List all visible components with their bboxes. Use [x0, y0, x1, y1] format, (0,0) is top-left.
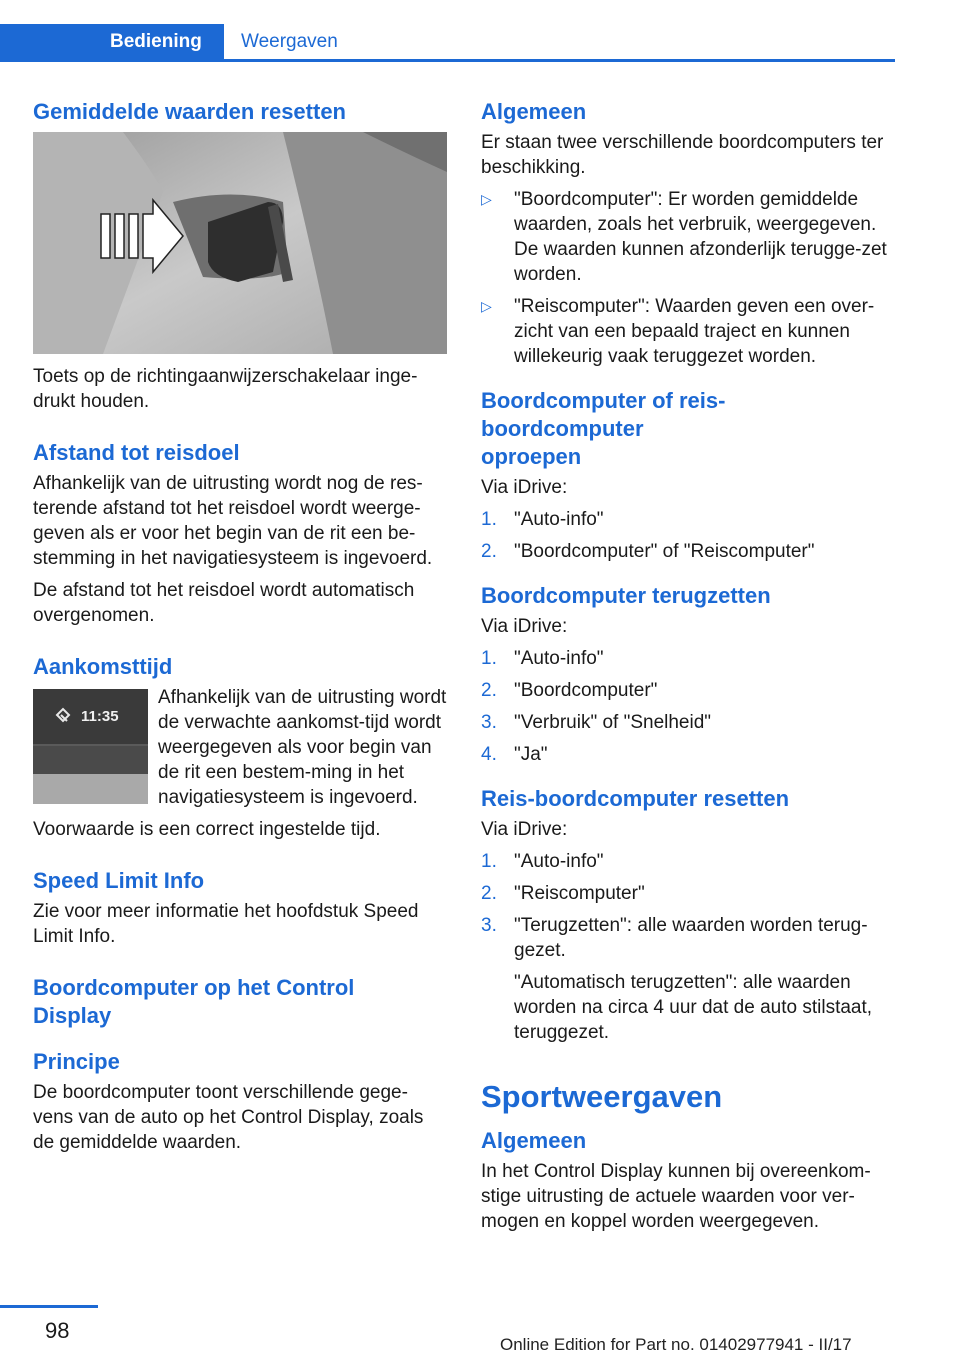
header-tabbar: [0, 24, 895, 62]
left-column: [33, 98, 447, 1162]
list-item: ▷ "Boordcomputer": Er worden gemiddelde waarden, zoals het verbruik, weergegeven. De waarden kunnen afzonderlijk terugge-zet worden.: [481, 189, 887, 285]
heading-general: Algemeen: [481, 99, 587, 124]
arrival-clock: 11:35: [81, 708, 119, 725]
turn-signal-stalk-photo: [33, 132, 447, 354]
reset-trip-steps: [481, 849, 895, 1045]
via-idrive: Via iDrive:: [481, 477, 568, 498]
list-item: 3. "Verbruik" of "Snelheid": [481, 712, 712, 733]
page-number: 98: [45, 1318, 70, 1343]
heading-reset-averages: Gemiddelde waarden resetten: [33, 99, 346, 124]
heading-distance: Afstand tot reisdoel: [33, 440, 240, 465]
right-column: [481, 98, 895, 1241]
tab-bediening[interactable]: Bediening: [0, 24, 224, 59]
list-item: 2. "Boordcomputer" of "Reiscomputer": [481, 541, 815, 562]
heading-arrival: Aankomsttijd: [33, 654, 173, 679]
heading-call-computer: Boordcomputer of reis-boordcomputer oproepen: [481, 388, 726, 469]
distance-text-1: Afhankelijk van de uitrusting wordt nog de res-terende afstand tot het reisdoel wordt weerge-geven als er voor het begin van de rit een be-stemming in het navigatiesysteem is ingevoerd.: [33, 473, 433, 569]
heading-sport-displays: Sportweergaven: [481, 1079, 723, 1114]
list-item: 2. "Boordcomputer": [481, 680, 658, 701]
triangle-bullet-icon: ▷: [481, 298, 492, 314]
call-steps-list: [481, 507, 895, 564]
distance-text-2: De afstand tot het reisdoel wordt automatisch overgenomen.: [33, 580, 415, 626]
list-item: 3. "Terugzetten": alle waarden worden terug-gezet. "Automatisch terugzetten": alle waarden worden na circa 4 uur dat de auto stilstaat, teruggezet.: [481, 913, 895, 1045]
heading-reset-trip: Reis-boordcomputer resetten: [481, 786, 790, 811]
list-item: 1. "Auto-info": [481, 509, 604, 530]
edition-note: Online Edition for Part no. 01402977941 - II/17: [500, 1335, 852, 1354]
triangle-bullet-icon: ▷: [481, 191, 492, 207]
computer-types-list: [481, 187, 895, 369]
reset-text: Toets op de richtingaanwijzerschakelaar inge-drukt houden.: [33, 366, 418, 412]
heading-sport-general: Algemeen: [481, 1128, 587, 1153]
heading-principle: Principe: [33, 1049, 120, 1074]
via-idrive: Via iDrive:: [481, 616, 568, 637]
heading-reset-computer: Boordcomputer terugzetten: [481, 583, 771, 608]
arrival-text-2: Voorwaarde is een correct ingestelde tijd.: [33, 819, 381, 840]
list-item: 1. "Auto-info": [481, 648, 604, 669]
footer-rule: [0, 1305, 98, 1308]
tab-weergaven[interactable]: Weergaven: [241, 31, 338, 52]
general-text: Er staan twee verschillende boordcomputers ter beschikking.: [481, 132, 884, 178]
list-item: 2. "Reiscomputer": [481, 883, 645, 904]
heading-speed-limit: Speed Limit Info: [33, 868, 205, 893]
heading-board-computer: Boordcomputer op het Control Display: [33, 975, 355, 1028]
reset-computer-steps: [481, 646, 895, 767]
arrival-text-1: Afhankelijk van de uitrusting wordt de verwachte aankomst-tijd wordt weergegeven als voor begin van de rit een bestem-ming in het navigatiesysteem is ingevoerd.: [158, 687, 447, 808]
arrival-time-display: [33, 689, 148, 804]
auto-reset-note: "Automatisch terugzetten": alle waarden worden na circa 4 uur dat de auto stilstaat, teruggezet.: [514, 972, 873, 1043]
list-item: 1. "Auto-info": [481, 851, 604, 872]
sport-text: In het Control Display kunnen bij overeenkom-stige uitrusting de actuele waarden voor ver-mogen en koppel worden weergegeven.: [481, 1161, 871, 1232]
speed-limit-text: Zie voor meer informatie het hoofdstuk Speed Limit Info.: [33, 901, 419, 947]
list-item: ▷ "Reiscomputer": Waarden geven een over-zicht van een bepaald traject en kunnen willekeurig vaak teruggezet worden.: [481, 296, 875, 367]
list-item: 4. "Ja": [481, 744, 548, 765]
principle-text: De boordcomputer toont verschillende gege-vens van de auto op het Control Display, zoals de gemiddelde waarden.: [33, 1082, 424, 1153]
via-idrive: Via iDrive:: [481, 819, 568, 840]
